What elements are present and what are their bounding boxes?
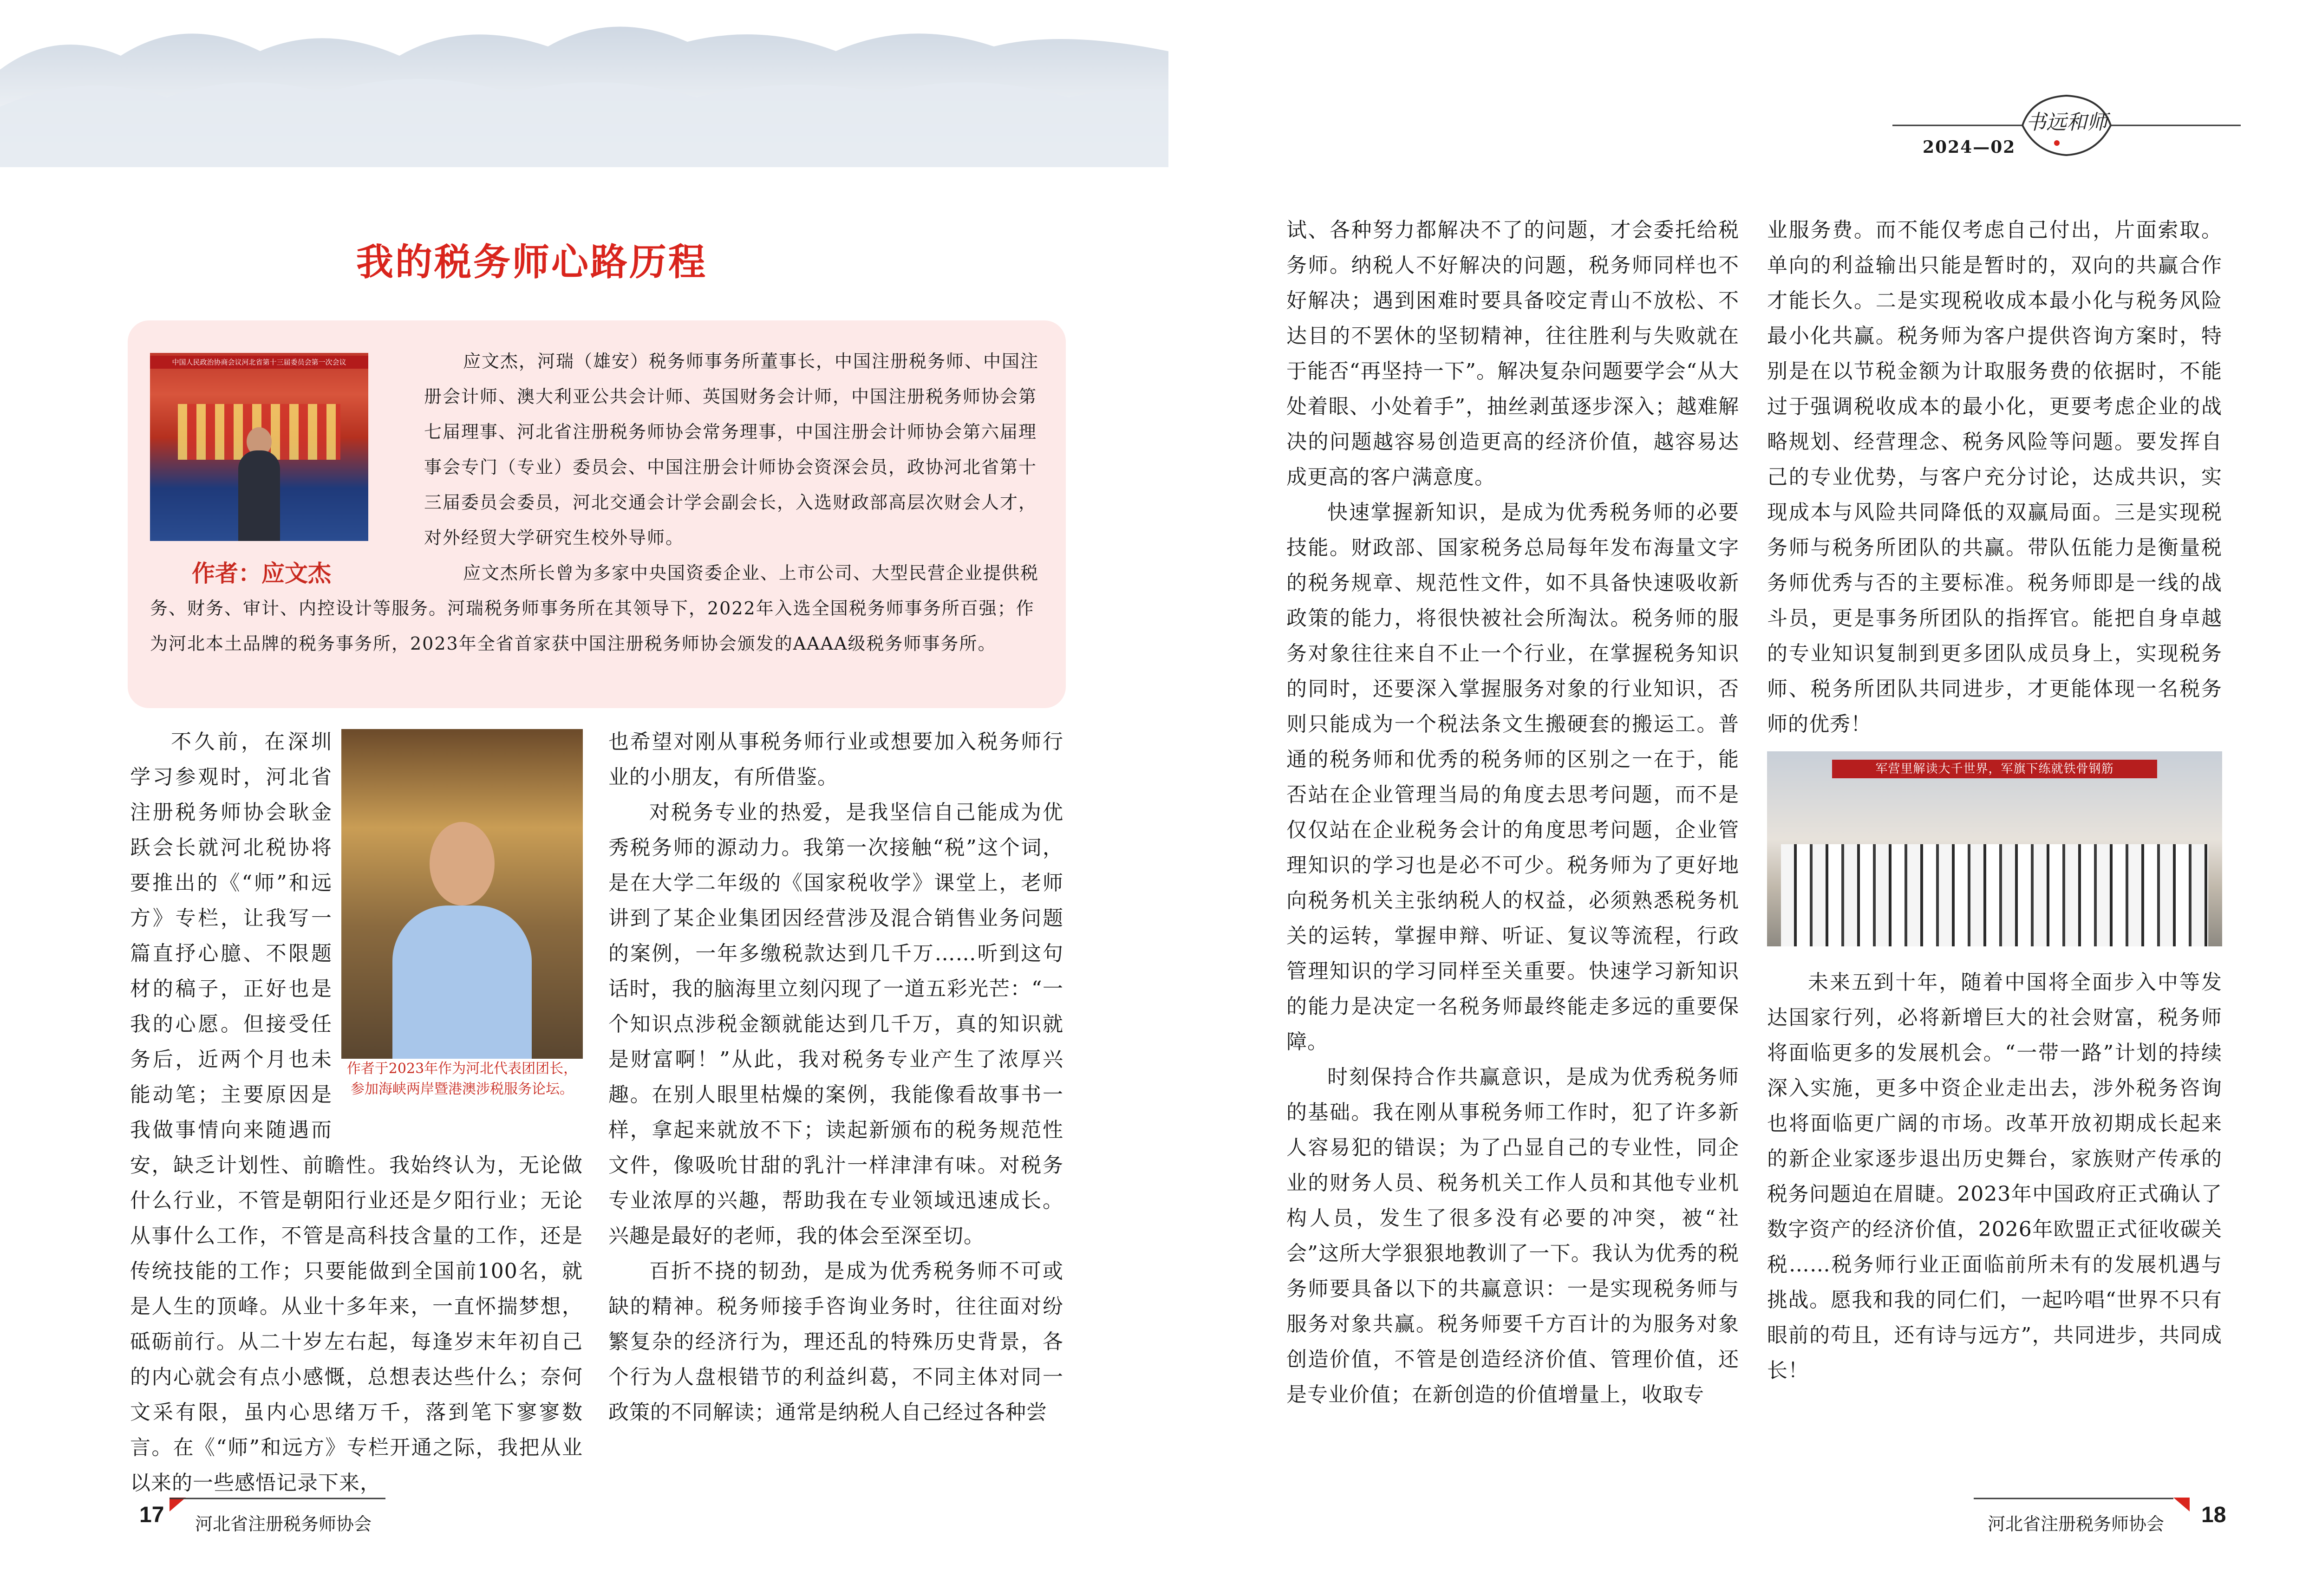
author-photo xyxy=(341,729,583,1114)
article-column-4 xyxy=(1767,213,2222,1388)
article-column-3 xyxy=(1286,213,1739,1413)
right-page xyxy=(1168,0,2322,1596)
article-column-1 xyxy=(130,724,583,1501)
article-column-2 xyxy=(608,724,1063,1430)
photo-banner-text: 中国人民政治协商会议河北省第十三届委员会第一次会议 xyxy=(150,356,368,369)
body-paragraph: 时刻保持合作共赢意识，是成为优秀税务师的基础。我在刚从事税务师工作时，犯了许多新人容易犯的错误；为了凸显自己的专业性，同企业的财务人员、税务机关工作人员和其他专业机构人员，发生了很多没有必要的冲突，被“社会”这所大学狠狠地教训了一下。我认为优秀的税务师要具备以下的共赢意识：一是实现税务师与服务对象共赢。税务师要千方百计的为服务对象创造价值，不管是创造经济价值、管理价值，还是专业价值；在新创造的价值增量上，收取专 xyxy=(1286,1065,1739,1407)
bio-paragraph: 应文杰所长曾为多家中央国资委企业、上市公司、大型民营企业提供税务、财务、审计、内控设计等服务。河瑞税务师事务所在其领导下，2022年入选全国税务师事务所百强；作为河北本土品牌的税务事务所，2023年全省首家获中国注册税务师协会颁发的AAAA级税务师事务所。 xyxy=(150,563,1039,654)
body-paragraph: 不久前，在深圳学习参观时，河北省注册税务师协会耿金跃会长就河北税协将要推出的《“师”和远方》专栏，让我写一篇直抒心臆、不限题材的稿子，正好也是我的心愿。但接受任务后，近两个月也未能动笔；主要原因是我做事情向来随遇而安，缺乏计划性、前瞻性。我始终认为，无论做什么行业，不管是朝阳行业还是夕阳行业；无论从事什么工作，不管是高科技含量的工作，还是传统技能的工作；只要能做到全国前100名，就是人生的顶峰。从业十多年来，一直怀揣梦想，砥砺前行。从二十岁左右起，每逢岁末年初自己的内心就会有点小感慨，总想表达些什么；奈何文采有限，虽内心思绪万千，落到笔下寥寥数言。在《“师”和远方》专栏开通之际，我把从业以来的一些感悟记录下来， xyxy=(130,730,583,1495)
footer-org: 河北省注册税务师协会 xyxy=(1988,1515,2165,1534)
page-number: 18 xyxy=(2201,1503,2226,1527)
author-byline: 作者：应文杰 xyxy=(192,560,331,587)
body-paragraph: 对税务专业的热爱，是我坚信自己能成为优秀税务师的源动力。我第一次接触“税”这个词，是在大学二年级的《国家税收学》课堂上，老师讲到了某企业集团因经营涉及混合销售业务问题的案例，一年多缴税款达到几千万……听到这句话时，我的脑海里立刻闪现了一道五彩光芒：“一个知识点涉税金额就能达到几千万，真的知识就是财富啊！”从此，我对税务专业产生了浓厚兴趣。在别人眼里枯燥的案例，我能像看故事书一样，拿起来就放不下；读起新颁布的税务规范性文件，像吸吮甘甜的乳汁一样津津有味。对税务专业浓厚的兴趣，帮助我在专业领域迅速成长。兴趣是最好的老师，我的体会至深至切。 xyxy=(608,801,1063,1248)
author-bio-box xyxy=(128,320,1066,708)
article-title: 我的税务师心路历程 xyxy=(356,240,707,284)
mountain-header-decoration xyxy=(0,0,1168,167)
photo-caption: 作者于2023年作为河北代表团团长，参加海峡两岸暨港澳涉税服务论坛。 xyxy=(346,1061,578,1097)
author-bio-text xyxy=(150,344,1045,661)
body-paragraph: 快速掌握新知识，是成为优秀税务师的必要技能。财政部、国家税务总局每年发布海量文字的税务规章、规范性文件，如不具备快速吸收新政策的能力，将很快被社会所淘汰。税务师的服务对象往往来自不止一个行业，在掌握税务知识的同时，还要深入掌握服务对象的行业知识，否则只能成为一个税法条文生搬硬套的搬运工。普通的税务师和优秀的税务师的区别之一在于，能否站在企业管理当局的角度去思考问题，而不是仅仅站在企业税务会计的角度思考问题，企业管理知识的学习也是必不可少。税务师为了更好地向税务机关主张纳税人的权益，必须熟悉税务机关的运转，掌握申辩、听证、复议等流程，行政管理知识的学习同样至关重要。快速学习新知识的能力是决定一名税务师最终能走多远的重要保障。 xyxy=(1286,501,1739,1054)
body-paragraph: 未来五到十年，随着中国将全面步入中等发达国家行列，必将新增巨大的社会财富，税务师将面临更多的发展机会。“一带一路”计划的持续深入实施，更多中资企业走出去，涉外税务咨询也将面临更广阔的市场。改革开放初期成长起来的新企业家逐步退出历史舞台，家族财产传承的税务问题迫在眉睫。2023年中国政府正式确认了数字资产的经济价值，2026年欧盟正式征收碳关税……税务师行业正面临前所未有的发展机遇与挑战。愿我和我的同仁们，一起吟唱“世界不只有眼前的苟且，还有诗与远方”，共同进步，共同成长！ xyxy=(1767,971,2222,1382)
body-paragraph: 也希望对刚从事税务师行业或想要加入税务师行业的小朋友，有所借鉴。 xyxy=(608,730,1063,789)
page-number: 17 xyxy=(139,1503,164,1527)
body-paragraph: 业服务费。而不能仅考虑自己付出，片面索取。单向的利益输出只能是暂时的，双向的共赢合作才能长久。二是实现税收成本最小化与税务风险最小化共赢。税务师为客户提供咨询方案时，特别是在以节税金额为计取服务费的依据时，不能过于强调税收成本的最小化，更要考虑企业的战略规划、经营理念、税务风险等问题。要发挥自己的专业优势，与客户充分讨论，达成共识，实现成本与风险共同降低的双赢局面。三是实现税务师与税务所团队的共赢。带队伍能力是衡量税务师优秀与否的主要标准。税务师即是一线的战斗员，更是事务所团队的指挥官。能把自身卓越的专业知识复制到更多团队成员身上，实现税务师、税务所团队共同进步，才更能体现一名税务师的优秀！ xyxy=(1767,218,2222,736)
footer-org: 河北省注册税务师协会 xyxy=(195,1515,372,1534)
column-logo-text: 书远和师 xyxy=(2026,111,2107,134)
body-paragraph: 百折不挠的韧劲，是成为优秀税务师不可或缺的精神。税务师接手咨询业务时，往往面对纷繁复杂的经济行为，理还乱的特殊历史背景，各个行为人盘根错节的利益纠葛，不同主体对同一政策的不同解读；通常是纳税人自己经过各种尝 xyxy=(608,1259,1063,1424)
bio-paragraph: 应文杰，河瑞（雄安）税务师事务所董事长，中国注册税务师、中国注册会计师、澳大利亚公共会计师、英国财务会计师，中国注册税务师协会第七届理事、河北省注册税务师协会常务理事，中国注册会计师协会第六届理事会专门（专业）委员会、中国注册会计师协会资深会员，政协河北省第十三届委员会委员，河北交通会计学会副会长，入选财政部高层次财会人才，对外经贸大学研究生校外导师。 xyxy=(424,351,1039,548)
body-paragraph: 试、各种努力都解决不了的问题，才会委托给税务师。纳税人不好解决的问题，税务师同样也不好解决；遇到困难时要具备咬定青山不放松、不达目的不罢休的坚韧精神，往往胜利与失败就在于能否“再坚持一下”。解决复杂问题要学会“从大处着眼、小处着手”，抽丝剥茧逐步深入；越难解决的问题越容易创造更高的经济价值，越容易达成更高的客户满意度。 xyxy=(1286,218,1739,489)
issue-number: 2024—02 xyxy=(1923,137,2016,157)
group-photo-banner: 军营里解读大千世界，军旗下练就铁骨钢筋 xyxy=(1832,760,2157,778)
group-photo xyxy=(1767,751,2222,946)
